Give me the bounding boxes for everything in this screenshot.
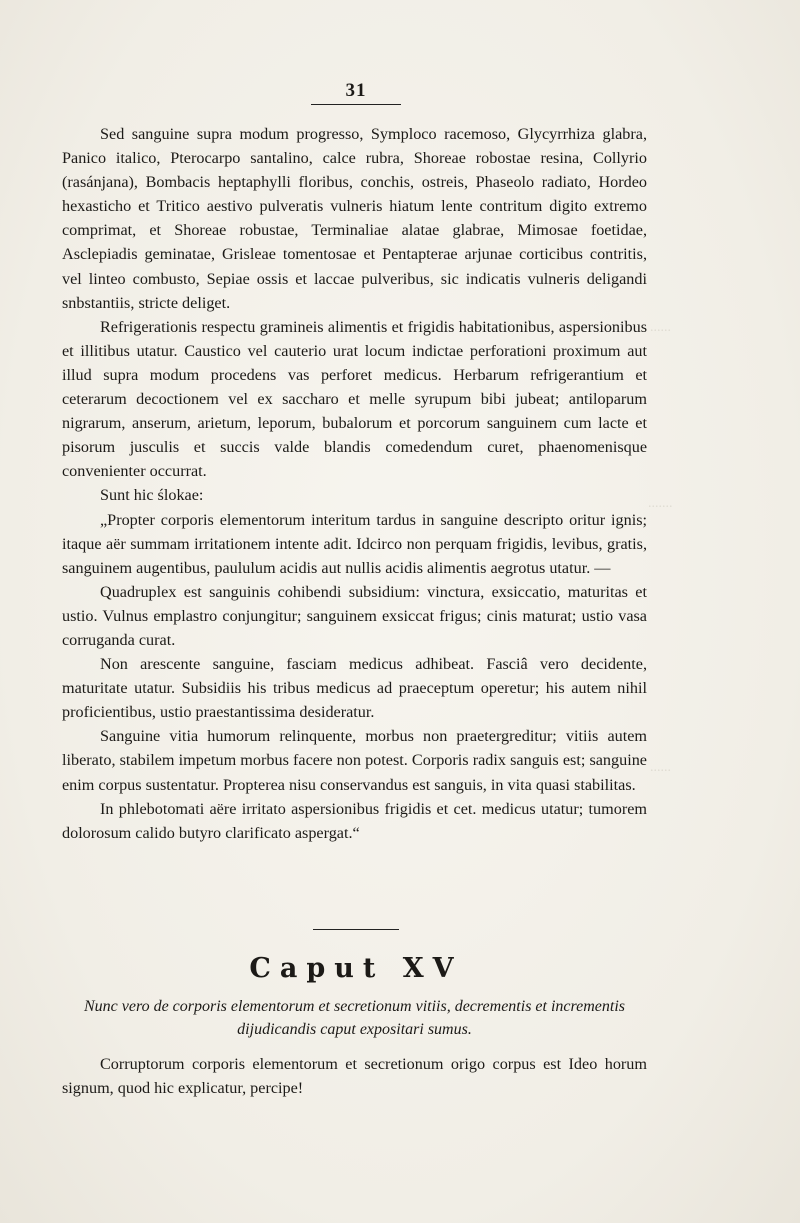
paragraph: In phlebotomati aëre irritato aspersionibus frigidis et cet. medicus utatur; tumorem dolorosum calido butyro clarificato aspergat.“ bbox=[62, 799, 647, 842]
paragraph: Refrigerationis respectu gramineis alimentis et frigidis habitationibus, aspersionibus et illitibus utatur. Caustico vel cauterio urat locum indictae perforationi proximum aut illud supra modum procedens vas perforet medicus. Herbarum refrigerantium et ceterarum decoctionem vel ex saccharo et melle syrupum bibi jubeat; antiloparum nigrarum, anserum, arietum, leporum, bubalorum et porcorum sanguinem cum lacte et pisorum jusculis et succis valde blandis comedendum curet, phaenomenisque convenienter occurrat. bbox=[62, 317, 647, 481]
chapter-opening bbox=[62, 1052, 647, 1100]
show-through-text: ....... bbox=[648, 496, 673, 511]
paragraph: Non arescente sanguine, fasciam medicus adhibeat. Fasciâ vero decidente, maturitate utatur. Subsidiis his tribus medicus ad praeceptum operetur; his autem nihil proficientibus, ustio praestantissima desideratur. bbox=[62, 655, 647, 722]
paragraph: Corruptorum corporis elementorum et secretionum origo corpus est Ideo horum signum, quod hic explicatur, percipe! bbox=[62, 1055, 647, 1097]
show-through-text: ...... bbox=[650, 760, 671, 775]
chapter-title: Caput XV bbox=[249, 953, 463, 984]
paragraph: Sunt hic ślokae: bbox=[100, 486, 204, 505]
paragraph: Quadruplex est sanguinis cohibendi subsidium: vinctura, exsiccatio, maturitas et ustio. Vulnus emplastro conjungitur; sanguinem exsiccat frigus; cinis maturat; ustio vasa corruganda curat. bbox=[62, 582, 647, 649]
chapter-summary: Nunc vero de corporis elementorum et secretionum vitiis, decrementis et incrementis dijudicandis caput expositari sumus. bbox=[83, 998, 626, 1038]
show-through-text: ...... bbox=[650, 320, 671, 335]
main-text bbox=[62, 122, 647, 845]
chapter-divider bbox=[313, 929, 399, 930]
page-number: 31 bbox=[345, 80, 367, 101]
paragraph: „Propter corporis elementorum interitum tardus in sanguine descripto oritur ignis; itaque aër summam irritationem intente adit. Idcirco non perquam frigidis, levibus, gratis, sanguinem augentibus, paululum acidis aut nullis acidis alimentis aegrotus utatur. — bbox=[62, 510, 647, 577]
paragraph: Sanguine vitia humorum relinquente, morbus non praetergreditur; vitiis autem liberato, stabilem impetum morbus facere non potest. Corporis radix sanguis est; sanguine enim corpus sustentatur. Propterea nisu conservandus est sanguis, in vita quasi stabilitas. bbox=[62, 727, 647, 794]
page-header bbox=[311, 80, 401, 105]
paragraph: Sed sanguine supra modum progresso, Symploco racemoso, Glycyrrhiza glabra, Panico italico, Pterocarpo santalino, calce rubra, Shoreae robostae resina, Collyrio (rasánjana), Bombacis heptaphylli floribus, conchis, ostreis, Phaseolo radiato, Hordeo hexasticho et Tritico aestivo pulveratis vulneris hiatum lente contritum digito extremo comprimat, et Shoreae robustae, Terminaliae alatae glabrae, Mimosae foetidae, Asclepiadis geminatae, Grisleae tomentosae et Pentapterae arjunae corticibus contritis, vel linteo combusto, Sepiae ossis et laccae pulveribus, sic indicatis vulneris deligandi snbstantiis, stricte deliget. bbox=[62, 125, 647, 312]
header-rule bbox=[311, 104, 401, 105]
